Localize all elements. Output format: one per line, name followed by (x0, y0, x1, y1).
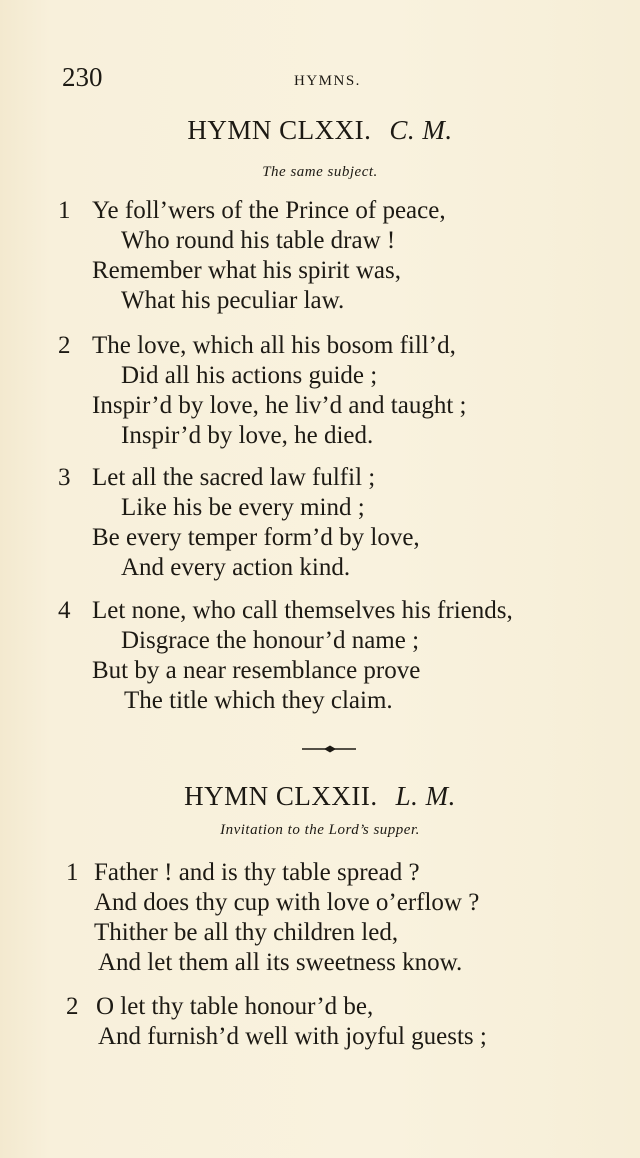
verse-line: The love, which all his bosom fill’d, (92, 332, 456, 359)
running-head (62, 62, 602, 94)
verse-line: Let none, who call themselves his friends, (92, 597, 513, 624)
verse-line: Remember what his spirit was, (92, 257, 401, 284)
ornament-divider (300, 744, 360, 754)
verse-line: And does thy cup with love o’erflow ? (94, 889, 480, 916)
verse-line: But by a near resemblance prove (92, 657, 421, 684)
verse-line: And let them all its sweetness know. (98, 949, 463, 976)
verse-line: Be every temper form’d by love, (92, 524, 420, 551)
verse-line: Inspir’d by love, he died. (121, 422, 374, 449)
verse-line: Disgrace the honour’d name ; (121, 627, 420, 654)
verse-line: What his peculiar law. (121, 287, 345, 314)
page-number: 230 (62, 62, 103, 92)
verse-line: Thither be all thy children led, (94, 919, 399, 946)
verse-line: O let thy table honour’d be, (96, 993, 374, 1020)
hymn-meter: L. M. (395, 781, 456, 811)
verse-line: And every action kind. (121, 554, 351, 581)
hymn-number: HYMN CLXXI. (187, 115, 372, 145)
verse-line: The title which they claim. (124, 687, 393, 714)
hymn-number: HYMN CLXXII. (184, 781, 378, 811)
stanza-number: 1 (66, 859, 79, 886)
stanza-number: 1 (58, 197, 71, 224)
stanza-number: 2 (66, 993, 79, 1020)
verse-line: Did all his actions guide ; (121, 362, 378, 389)
running-title: HYMNS. (294, 73, 361, 89)
hymn-title (0, 781, 640, 812)
verse-line: Who round his table draw ! (121, 227, 396, 254)
verse-line: And furnish’d well with joyful guests ; (98, 1023, 487, 1050)
verse-line: Like his be every mind ; (121, 494, 365, 521)
stanza-number: 3 (58, 464, 71, 491)
hymn-meter: C. M. (389, 115, 453, 145)
stanza-number: 2 (58, 332, 71, 359)
verse-line: Let all the sacred law fulfil ; (92, 464, 376, 491)
hymn-subtitle: The same subject. (262, 164, 378, 180)
stanza-number: 4 (58, 597, 71, 624)
verse-line: Father ! and is thy table spread ? (94, 859, 420, 886)
hymn-subtitle: Invitation to the Lord’s supper. (220, 822, 420, 838)
hymn-title (0, 115, 640, 146)
verse-line: Ye foll’wers of the Prince of peace, (92, 197, 446, 224)
verse-line: Inspir’d by love, he liv’d and taught ; (92, 392, 467, 419)
